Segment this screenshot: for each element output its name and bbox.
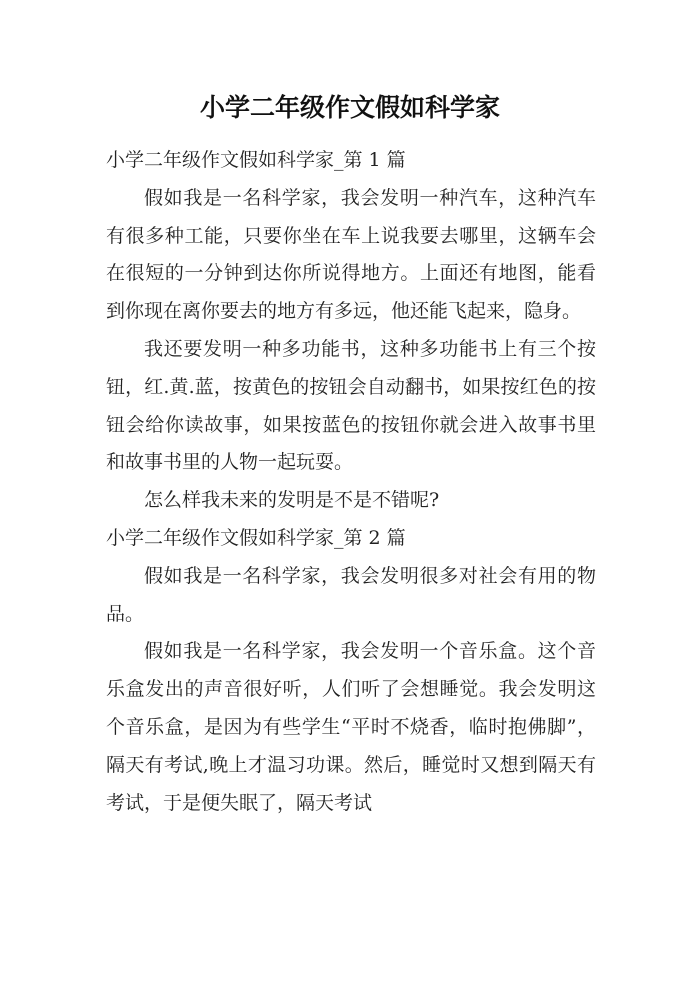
section-1-paragraph-2: 我还要发明一种多功能书，这种多功能书上有三个按钮，红.黄.蓝，按黄色的按钮会自动翻书，如果按红色的按钮会给你读故事，如果按蓝色的按钮你就会进入故事书里和故事书里的人物一起玩耍。 <box>106 337 596 474</box>
section-2-paragraph-1: 假如我是一名科学家，我会发明很多对社会有用的物品。 <box>106 564 596 625</box>
section-1-paragraph-1: 假如我是一名科学家，我会发明一种汽车，这种汽车有很多种工能，只要你坐在车上说我要去哪里，这辆车会在很短的一分钟到达你所说得地方。上面还有地图，能看到你现在离你要去的地方有多远，他还能飞起来，隐身。 <box>106 186 596 323</box>
document-body <box>106 142 596 822</box>
section-1-paragraph-3: 怎么样我未来的发明是不是不错呢? <box>144 489 440 512</box>
section-1-heading: 小学二年级作文假如科学家_第 1 篇 <box>106 149 406 171</box>
document-title: 小学二年级作文假如科学家 <box>199 93 500 122</box>
section-2-paragraph-2: 假如我是一名科学家，我会发明一个音乐盒。这个音乐盒发出的声音很好听，人们听了会想睡觉。我会发明这个音乐盒，是因为有些学生“平时不烧香，临时抱佛脚”，隔天有考试,晚上才温习功课。然后，睡觉时又想到隔天有考试，于是便失眠了，隔天考试 <box>106 640 596 814</box>
section-2-heading: 小学二年级作文假如科学家_第 2 篇 <box>106 526 406 549</box>
